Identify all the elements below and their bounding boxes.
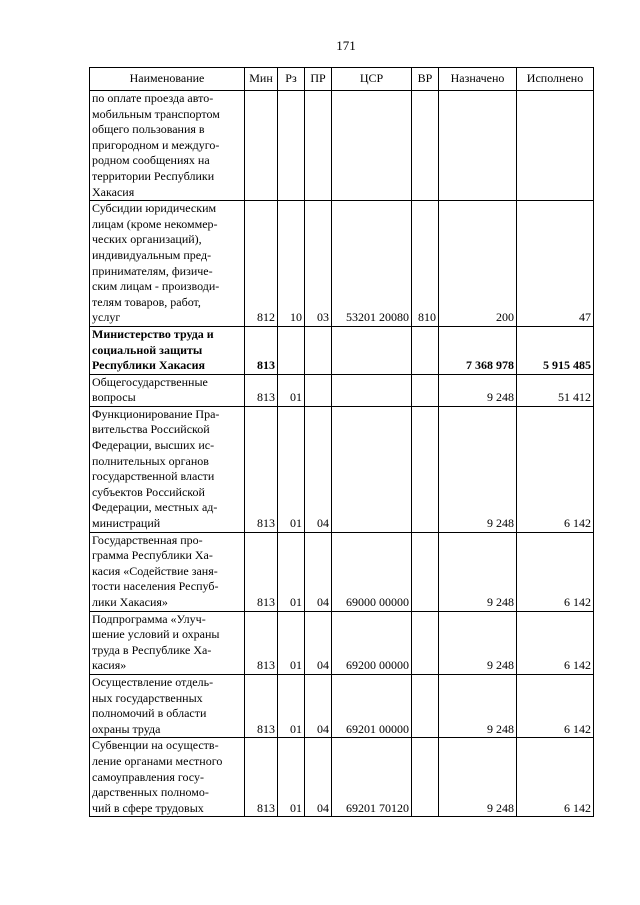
cell-min	[245, 91, 278, 201]
table-row	[90, 611, 594, 674]
name-line: дарственных полномо-	[92, 785, 209, 800]
column-header-executed: Исполнено	[517, 68, 594, 91]
cell-rz	[278, 326, 305, 374]
column-header-assigned: Назначено	[439, 68, 517, 91]
name-line: вопросы	[92, 390, 136, 405]
name-line: индивидуальным пред-	[92, 247, 212, 262]
page-number: 171	[336, 38, 356, 53]
name-line: лики Хакасия»	[92, 595, 168, 609]
name-line: пригородном и междуго-	[92, 137, 220, 152]
name-line: Министерство труда и	[92, 326, 214, 341]
cell-rz: 01	[278, 674, 305, 737]
cell-assigned: 9 248	[439, 374, 517, 406]
table-row	[90, 406, 594, 532]
table-row	[90, 91, 594, 201]
cell-rz	[278, 91, 305, 201]
name-line: полнительных органов	[92, 453, 209, 468]
column-header-csr: ЦСР	[332, 68, 412, 91]
cell-vr	[412, 406, 439, 532]
cell-name	[90, 674, 245, 737]
cell-pr	[305, 374, 332, 406]
cell-csr	[332, 406, 412, 532]
name-line: родном сообщениях на	[92, 153, 210, 168]
cell-pr	[305, 91, 332, 201]
cell-min: 813	[245, 738, 278, 817]
cell-pr	[305, 326, 332, 374]
name-line: министраций	[92, 516, 161, 531]
cell-pr: 04	[305, 611, 332, 674]
cell-min: 813	[245, 326, 278, 374]
name-line: вительства Российской	[92, 422, 210, 437]
name-line: Субвенции на осуществ-	[92, 738, 219, 753]
cell-vr	[412, 674, 439, 737]
cell-min: 813	[245, 611, 278, 674]
name-line: грамма Республики Ха-	[92, 548, 213, 563]
name-line: Федерации, высших ис-	[92, 438, 215, 453]
cell-rz: 01	[278, 532, 305, 611]
cell-name	[90, 326, 245, 374]
name-line: касия»	[92, 658, 127, 673]
name-line: Федерации, местных ад-	[92, 500, 218, 515]
cell-pr: 04	[305, 738, 332, 817]
cell-executed: 6 142	[517, 611, 594, 674]
name-line: Хакасия	[92, 184, 135, 199]
cell-csr: 69201 00000	[332, 674, 412, 737]
cell-name	[90, 91, 245, 201]
cell-assigned: 9 248	[439, 738, 517, 817]
column-header-vr: ВР	[412, 68, 439, 91]
cell-vr	[412, 326, 439, 374]
cell-vr	[412, 532, 439, 611]
cell-assigned: 9 248	[439, 532, 517, 611]
name-line: субъектов Российской	[92, 484, 205, 499]
name-line: ных государственных	[92, 690, 203, 705]
cell-assigned: 7 368 978	[439, 326, 517, 374]
column-header-rz: Рз	[278, 68, 305, 91]
cell-executed: 51 412	[517, 374, 594, 406]
cell-name	[90, 374, 245, 406]
cell-pr: 04	[305, 406, 332, 532]
name-line: по оплате проезда авто-	[92, 91, 214, 105]
cell-csr: 69200 00000	[332, 611, 412, 674]
name-line: общего пользования в	[92, 122, 205, 137]
cell-rz: 10	[278, 201, 305, 327]
name-line: касия «Содействие заня-	[92, 563, 218, 578]
name-line: мобильным транспортом	[92, 106, 220, 121]
name-line: полномочий в области	[92, 706, 207, 721]
cell-pr: 03	[305, 201, 332, 327]
table-row	[90, 374, 594, 406]
cell-min: 813	[245, 374, 278, 406]
cell-name	[90, 611, 245, 674]
header-row	[90, 68, 594, 91]
cell-executed: 5 915 485	[517, 326, 594, 374]
name-line: Подпрограмма «Улуч-	[92, 611, 206, 626]
name-line: Государственная про-	[92, 532, 203, 547]
column-header-pr: ПР	[305, 68, 332, 91]
cell-min: 812	[245, 201, 278, 327]
cell-pr: 04	[305, 532, 332, 611]
name-line: чий в сфере трудовых	[92, 800, 204, 815]
cell-name	[90, 406, 245, 532]
cell-name	[90, 201, 245, 327]
cell-pr: 04	[305, 674, 332, 737]
name-line: Общегосударственные	[92, 374, 208, 389]
cell-assigned: 9 248	[439, 674, 517, 737]
name-line: Республики Хакасия	[92, 358, 206, 373]
cell-csr: 69000 00000	[332, 532, 412, 611]
name-line: самоуправления госу-	[92, 769, 204, 784]
cell-rz: 01	[278, 738, 305, 817]
name-line: Осуществление отдель-	[92, 674, 214, 689]
name-line: Субсидии юридическим	[92, 201, 217, 216]
cell-min: 813	[245, 532, 278, 611]
name-line: шение условий и охраны	[92, 627, 220, 642]
name-line: лицам (кроме некоммер-	[92, 216, 218, 231]
cell-csr	[332, 326, 412, 374]
cell-csr	[332, 91, 412, 201]
cell-executed	[517, 91, 594, 201]
cell-executed: 6 142	[517, 674, 594, 737]
name-line: труда в Республике Ха-	[92, 642, 212, 657]
budget-table	[89, 67, 594, 817]
table-row	[90, 532, 594, 611]
cell-assigned: 9 248	[439, 406, 517, 532]
cell-csr: 53201 20080	[332, 201, 412, 327]
table-row	[90, 326, 594, 374]
table-row	[90, 674, 594, 737]
cell-assigned: 9 248	[439, 611, 517, 674]
table-row	[90, 738, 594, 817]
cell-vr	[412, 91, 439, 201]
cell-executed: 6 142	[517, 738, 594, 817]
name-line: государственной власти	[92, 469, 215, 484]
cell-rz: 01	[278, 374, 305, 406]
cell-csr: 69201 70120	[332, 738, 412, 817]
name-line: ческих организаций),	[92, 232, 202, 247]
column-header-name: Наименование	[90, 68, 245, 91]
cell-name	[90, 738, 245, 817]
table-row	[90, 201, 594, 327]
cell-executed: 6 142	[517, 406, 594, 532]
cell-vr: 810	[412, 201, 439, 327]
cell-name	[90, 532, 245, 611]
name-line: тости населения Респуб-	[92, 579, 219, 594]
name-line: территории Республики	[92, 168, 215, 183]
name-line: принимателям, физиче-	[92, 263, 213, 278]
cell-rz: 01	[278, 406, 305, 532]
cell-executed: 47	[517, 201, 594, 327]
name-line: охраны труда	[92, 721, 161, 736]
name-line: социальной защиты	[92, 342, 203, 357]
cell-executed: 6 142	[517, 532, 594, 611]
cell-vr	[412, 611, 439, 674]
name-line: Функционирование Пра-	[92, 406, 220, 421]
cell-assigned: 200	[439, 201, 517, 327]
column-header-min: Мин	[245, 68, 278, 91]
name-line: услуг	[92, 310, 121, 325]
cell-vr	[412, 738, 439, 817]
name-line: ским лицам - производи-	[92, 279, 220, 294]
table-body	[90, 91, 594, 817]
name-line: ление органами местного	[92, 753, 223, 768]
cell-min: 813	[245, 674, 278, 737]
cell-assigned	[439, 91, 517, 201]
cell-csr	[332, 374, 412, 406]
name-line: телям товаров, работ,	[92, 294, 201, 309]
cell-rz: 01	[278, 611, 305, 674]
cell-min: 813	[245, 406, 278, 532]
cell-vr	[412, 374, 439, 406]
